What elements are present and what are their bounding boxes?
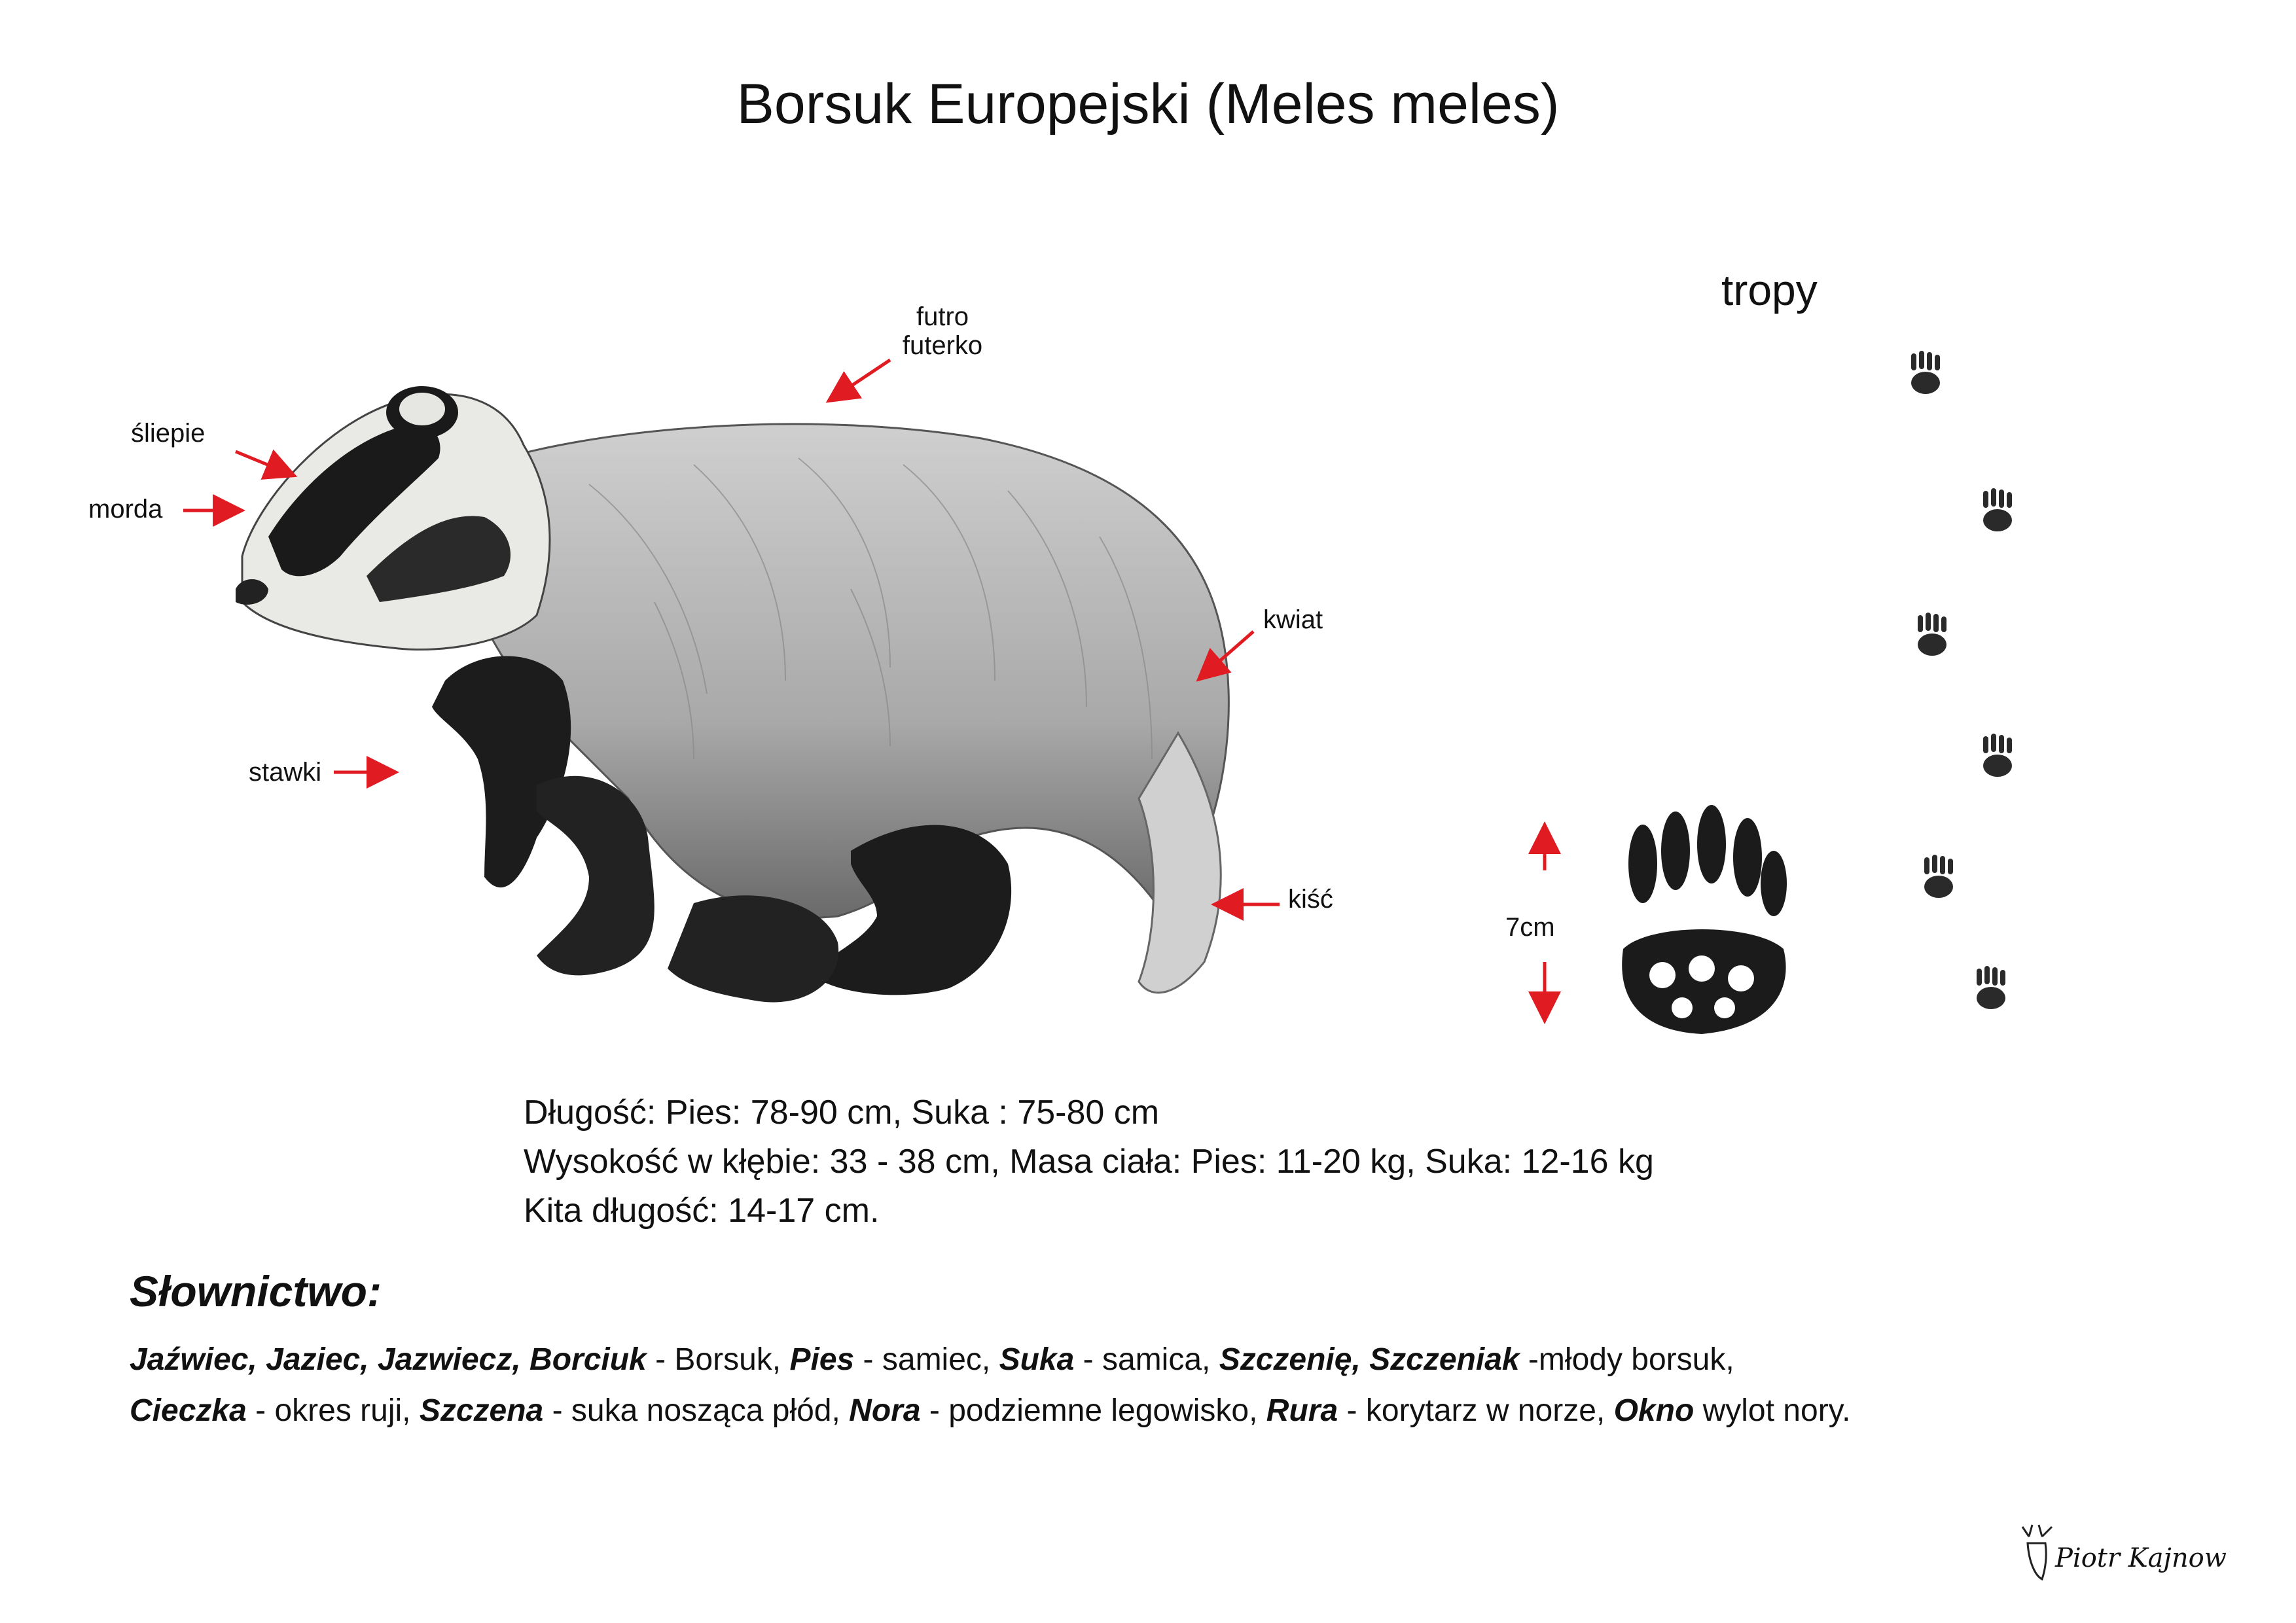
vocab-term: Szczena — [419, 1393, 544, 1428]
label-stawki: stawki — [249, 758, 322, 787]
tracks-title: tropy — [1721, 266, 1818, 314]
label-morda: morda — [88, 495, 163, 524]
vocab-definition: - suka nosząca płód, — [543, 1393, 850, 1428]
vocab-term: Suka — [999, 1342, 1075, 1377]
track-prints — [1885, 340, 2081, 1034]
signature-text: Piotr Kajnow — [2055, 1543, 2227, 1573]
track-print-6 — [1977, 966, 2005, 1009]
vocab-term: Szczenię, Szczeniak — [1219, 1342, 1520, 1377]
stats-tail-length: Kita długość: 14-17 cm. — [524, 1192, 880, 1230]
track-print-1 — [1911, 351, 1940, 394]
vocabulary-title: Słownictwo: — [130, 1267, 382, 1315]
track-size-label: 7cm — [1505, 913, 1555, 942]
track-print-5 — [1924, 855, 1953, 898]
vocab-term: Rura — [1266, 1393, 1338, 1428]
track-print-3 — [1918, 613, 1946, 656]
stats-length: Długość: Pies: 78-90 cm, Suka : 75-80 cm — [524, 1094, 1160, 1132]
vocab-definition: - okres ruji, — [246, 1393, 420, 1428]
label-futerko: futerko — [902, 331, 983, 360]
vocabulary-line-1 — [130, 1342, 1734, 1378]
vocabulary-line-2 — [130, 1393, 1850, 1429]
label-futro: futro — [916, 302, 969, 331]
vocab-definition: - samica, — [1074, 1342, 1219, 1377]
page-title: Borsuk Europejski (Meles meles) — [736, 73, 1560, 135]
vocab-term: Jaźwiec, Jaziec, Jazwiecz, Borciuk — [130, 1342, 647, 1377]
vocab-term: Pies — [789, 1342, 855, 1377]
vocab-definition: - Borsuk, — [646, 1342, 790, 1377]
vocab-definition: wylot nory. — [1694, 1393, 1851, 1428]
author-signature — [2016, 1517, 2238, 1589]
track-print-2 — [1983, 488, 2012, 531]
vocab-definition: -młody borsuk, — [1519, 1342, 1734, 1377]
arrow-kwiat — [1201, 632, 1253, 677]
label-kwiat: kwiat — [1263, 605, 1323, 634]
arrow-futro — [831, 360, 890, 399]
large-paw-print — [1597, 805, 1806, 1054]
stats-height-weight: Wysokość w kłębie: 33 - 38 cm, Masa ciała: Pies: 11-20 kg, Suka: 12-16 kg — [524, 1143, 1654, 1181]
track-print-4 — [1983, 734, 2012, 777]
vocab-term: Okno — [1613, 1393, 1695, 1428]
vocab-definition: - korytarz w norze, — [1338, 1393, 1614, 1428]
vocab-term: Cieczka — [130, 1393, 247, 1428]
label-sliepie: śliepie — [131, 419, 206, 448]
vocab-definition: - podziemne legowisko, — [920, 1393, 1266, 1428]
vocab-term: Nora — [849, 1393, 921, 1428]
arrow-sliepie — [236, 452, 291, 474]
vocab-definition: - samiec, — [854, 1342, 999, 1377]
label-kisc: kiść — [1288, 885, 1333, 914]
